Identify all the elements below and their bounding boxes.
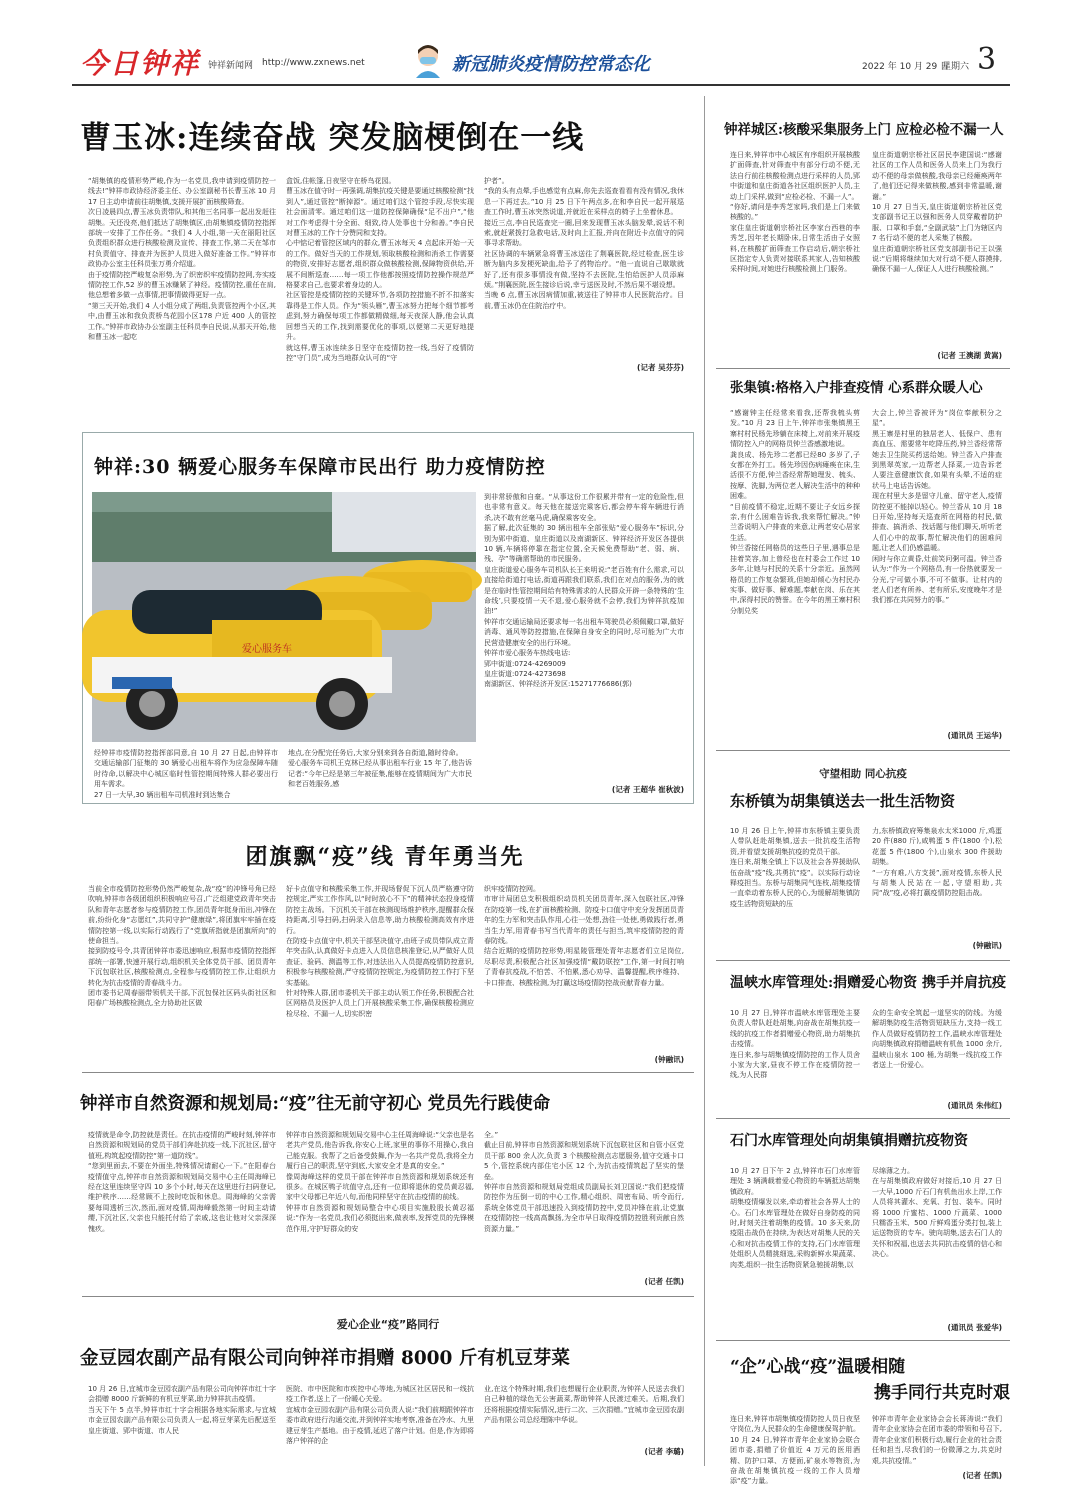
side3-col-1: 10 月 26 日上午,钟祥市东桥镇主要负责人带队赶赴胡集镇,送去一批抗疫生活物资,并看望支援胡集抗疫的党员干部。 连日来,胡集全镇上下以及社会各界援助队伍奋战“疫”线,共勇抗“疫”。以实际行动诠释疫担当。东桥与胡集同气连枝,胡集疫情一直牵动着东桥人民的心,为缓解胡集镇防疫生活物资短缺的压	[730, 827, 860, 908]
side1-headline: 钟祥城区:核酸采集服务上门 应检必检不漏一人	[724, 122, 1004, 138]
jindouyuan-headline: 金豆园农副产品有限公司向钟祥市捐赠 8000 斤有机豆芽菜	[80, 1348, 570, 1369]
side-divider-1	[716, 368, 1010, 369]
side1-col-2: 皇庄街道朝宗桥社区居民李建国说:“感谢社区的工作人员和医务人员来上门为我行动不便的母亲做核酸,我母亲已经瘫痪两年了,他们还记得来做核酸,感到非常温暖,谢谢。” 10 月 27 日当天,皇庄街道朝宗桥社区党支部副书记王以强和医务人员穿戴着防护服、口罩和手套,“全副武装”上门为辖区内 7 名行动不便的老人采集了核酸。 皇庄街道朝宗桥社区党支部副书记王以强说:“后期将继续加大对行动不便人群摸排,确保不漏一人,保证人人进行核酸检测。”	[872, 151, 1002, 274]
lead-col-3: 护者”。 “我的头有点晕,手也感觉有点麻,你先去巡查看看有没有情况,我休息一下再过去。”10 月 25 日下午两点多,在和李自民一起开展巡查工作时,曹玉冰突然说道,并就近在采样点的椅子上坐着休息。 接近三点,李自民巡查完一圈,回来发现曹玉冰头脑发晕,说话不利索,就赶紧拨打急救电话,及时向上汇报,并向在附近卡点值守的同事寻求帮助。 社区协调的车辆紧急将曹玉冰送往了荆襄医院,经过检查,医生诊断为脑内多发梗死缺血,给予了药物治疗。“他一直说自己歇歇就好了,还有很多事情没有做,坚持不去医院,生怕给医护人员添麻烦。”荆襄医院,医生接诊后说,幸亏送医及时,不然后果不堪设想。 当晚 6 点,曹玉冰因病情加重,被送往了钟祥市人民医院治疗。目前,曹玉冰仍在住院治疗中。	[484, 177, 684, 310]
side5-col-2: 尽绵薄之力。 在与胡集镇政府做好对接后,10 月 27 日一大早,1000 斤石门有机鱼出水上岸,工作人员将其灌水、充氧、打包、装车。同时将 1000 斤蜜桔、1000 斤蔬菜、1000 只糯香玉米、500 斤鲜鸡蛋分类打包,装上运送物资的专车。驶向胡集,送去石门人的关怀和祝福,也送去共同抗击疫情的信心和决心。	[872, 1167, 1002, 1259]
header-rule	[72, 84, 1010, 86]
banner-title: 新冠肺炎疫情防控常态化	[452, 54, 650, 75]
side3-kicker: 守望相助 同心抗疫	[819, 768, 907, 780]
issue-date: 2022 年 10 月 29 日	[862, 62, 950, 72]
nature-col-2: 钟祥市自然资源和规划局交易中心主任周海峰说:“父亲也是名老共产党员,他告诉我,你安心上班,家里的事你不用操心,我自己能克服。我帮了之后备受鼓舞,作为一名共产党员,我将全力履行自己的职责,坚守到底,大家安全才是真的安全。” 像周海峰这样的党员干部在钟祥市自然资源和规划系统还有很多。在城区鸭子坑值守点,还有一位即将退休的党员黄忍福,家中父母都已年近八旬,而他同样坚守在抗击疫情的前线。 钟祥市自然资源和规划局整合中心项目实施股股长黄忍福说:“作为一名党员,我们必须挺出来,做表率,发挥党员的先锋模范作用,守护好群众的安	[286, 1131, 474, 1233]
jindouyuan-byline: (记者 李璐)	[644, 1447, 684, 1456]
site-name: 钟祥新闻网	[208, 61, 254, 71]
nature-byline: (记者 任凯)	[644, 1277, 684, 1286]
taxi-caption-col-2: 地点,在分配完任务后,大家分别来到各自街道,随时待命。 爱心服务车司机王克林已经从事出租车行业 15 年了,他告诉记者:“今年已经是第三年被征集,能够在疫情期间为广大市民和老百姓服务,感	[288, 749, 472, 789]
side5-byline: (通讯员 张爱华)	[947, 1323, 1002, 1332]
side4-col-2: 众的生命安全筑起一道坚实的防线。为缓解胡集防疫生活物资短缺压力,支持一线工作人员做好疫情防控工作,温峡水库管理处向胡集镇政府捐赠温峡有机鱼 1000 余斤,温峡山泉水 100 桶,为胡集一线抗疫工作者送上一份爱心。	[872, 1009, 1002, 1070]
nature-headline: 钟祥市自然资源和规划局:“疫”往无前守初心 党员先行践使命	[80, 1094, 551, 1114]
youth-headline: 团旗飘“疫”线 青年勇当先	[245, 844, 525, 870]
taxi-right-col: 到非常骄傲和自豪。“从事这份工作很累并带有一定的危险性,但也非常有意义。每天他在接送完乘客后,都会停车将车辆进行消杀,决不敢有丝毫马虎,确保乘客安全。 据了解,此次征集的 30 辆出租车全部张贴“爱心服务车”标识,分别为郢中街道、皇庄街道以及南湖新区、钟祥经济开发区各提供 10 辆,车辆将停靠在指定位置,全天候免费帮助“老、弱、病、残、孕”等确需帮助的市民服务。 皇庄街道爱心服务车司机队长王来明说:“老百姓有什么需求,可以直接给街道打电话,街道再跟我们联系,我们在对点的服务,为的就是在临时性管控期间给有特殊需求的人民群众开辟一条特殊的‘生命线’,只要疫情一天不退,爱心服务就不会停,我们为钟祥抗疫加油!” 钟祥市交通运输局还要求每一名出租车驾驶员必须佩戴口罩,做好消毒、通风等防控措施,在保障自身安全的同时,尽可能为广大市民营造健康安全的出行环境。 钟祥市爱心服务车热线电话: 郢中街道:0724-4269009 皇庄街道:0724-4273698 南湖新区、钟祥经济开发区:15271776686(郭)	[484, 493, 684, 689]
side2-headline: 张集镇:格格入户排查疫情 心系群众暖人心	[730, 380, 983, 396]
lead-col-2: 盒饭,住帐篷,日夜坚守在桥鸟花园。 曹玉冰在值守时一再强调,胡集抗疫关键是要通过核酸检测“找到人”,通过管控“断掉源”。通过咱们这个管控手段,尽快实现社会面清零。通过咱们这一道防控保障确保“足不出户”,“他对工作考虑得十分全面、细致,待人处事也十分和善。”李自民对曹玉冰的工作十分赞同和支持。 心中惦记着管控区域内的群众,曹玉冰每天 4 点起床开始一天的工作。做好当天的工作规划,领取核酸检测和消杀工作需要的物资,安排好志愿者,组织群众做核酸检测,保障物资供给,开展不间断巡查……每一项工作他都按照疫情防控操作规范严格要求自己,也要求着身边的人。 社区管控是疫情防控的关键环节,各项防控措施不折不扣落实靠得是工作人员。作为“领头雁”,曹玉冰努力把每个细节都考虑到,努力确保每项工作都做精做细,每天夜深人静,他会认真回想当天的工作,找到需要优化的事项,以便第二天更好地提升。 就这样,曹玉冰连续多日坚守在疫情防控一线,当好了疫情防控“守门员”,成为当地群众认可的“守	[286, 177, 474, 362]
youth-byline: (钟融讯)	[654, 1055, 684, 1064]
side5-col-1: 10 月 27 日下午 2 点,钟祥市石门水库管理处 3 辆满载着爱心物资的车辆抵达胡集镇政府。 胡集疫情爆发以来,牵动着社会各界人士的心。石门水库管理处在做好自身防疫的同时,时刻关注着胡集的疫情。10 多天来,防疫阻击战仍在持续,为表达对胡集人民的关心和对抗击疫情工作的支持,石门水库管理处组织人员精挑细选,采购新鲜水果蔬菜、肉类,组织一批生活物资紧急驰援胡集,以	[730, 1167, 860, 1269]
side3-byline: (钟融讯)	[972, 941, 1002, 950]
side-divider-3	[716, 960, 1010, 961]
jindouyuan-col-2: 医院、市中医院和市疾控中心等地,为城区社区居民和一线抗疫工作者,送上了一份暖心关爱。 宜城市金豆园农副产品有限公司负责人说:“我们前期跟钟祥市委市政府进行沟通交流,并到钟祥实地考察,准备在冷水、九里建豆芽生产基地。由于疫情,延迟了落户计划。但是,作为即将落户钟祥的企	[286, 1385, 474, 1446]
mask-mascot-icon	[410, 42, 446, 78]
side-divider-5	[716, 1340, 1010, 1341]
side5-headline: 石门水库管理处向胡集镇捐赠抗疫物资	[730, 1133, 968, 1149]
site-url[interactable]: http://www.zxnews.net	[262, 58, 365, 68]
side6-headline-line-1: “企”心战“疫”温暖相随	[730, 1357, 906, 1377]
youth-col-1: 当前全市疫情防控形势仍然严峻复杂,战“疫”的冲锋号角已经吹响,钟祥市各级团组织积极响应号召,广泛组建党政青年突击队和青年志愿者参与疫情防控工作,团员青年挺身而出,冲锋在前,纷纷化身“志愿红”,共同守护“健康绿”,将团旗牢牢插在疫情防控第一线,以实际行动践行了“党旗所指就是团旗所向”的使命担当。 接到防疫号令,共青团钟祥市委迅速响应,根据市疫情防控指挥部统一部署,快速开展行动,组织机关全体党员干部、团员青年下沉包联社区,核酸检测点,全程参与疫情防控工作,让组织力转化为抗击疫情的青春战斗力。 团市委书记周春丽带领机关干部,下沉包保社区码头街社区和阳春广场核酸检测点,全力协助社区做	[88, 885, 276, 1008]
nature-col-3: 全。” 截止目前,钟祥市自然资源和规划系统下沉包联社区和自管小区党员干部 800 余人次,负责 3 个核酸检测点志愿服务,值守交通卡口 5 个,管控系统内部住宅小区 12 个,为抗击疫情筑起了坚实的堡垒。 钟祥市自然资源和规划局党组成员副局长刘卫国说:“我们把疫情防控作为压倒一切的中心工作,精心组织、周密布局、听令而行,系统全体党员干部迅速投入到疫情防控中,党员冲锋在前,让党旗在疫情防控一线高高飘扬,为全市早日取得疫情防控胜利贡献自然资源力量。”	[484, 1131, 684, 1233]
side-divider-4	[716, 1118, 1010, 1119]
lead-headline: 曹玉冰:连续奋战 突发脑梗倒在一线	[80, 120, 585, 156]
side-divider-2	[716, 750, 1010, 751]
youth-col-3: 织牢疫情防控网。 市审计局团总支积极组织动员机关团员青年,深入包联社区,冲锋在防疫第一线,在扩面核酸检测、防疫卡口值守中充分发挥团员青年的生力军和突击队作用,心往一处想,劲往一处使,勇做践行者,勇当生力军,用青春书写当代青年的责任与担当,筑牢疫情防控的青春防线。 结合近期的疫情防控形势,明星陵管理处青年志愿者们立足岗位,尽职尽责,积极配合社区加强疫情“戴防联控”工作,第一时间打响了青春抗疫战,不怕苦、不怕累,悉心劝导、温馨提醒,秩序维持、卡口排查、核酸检测,为打赢这场疫情防控战贡献青春力量。	[484, 885, 684, 987]
taxi-headline: 钟祥:30 辆爱心服务车保障市民出行 助力疫情防控	[94, 456, 546, 478]
side2-col-1: “感谢钟主任经常来看我,还帮我梳头剪发。”10 月 23 日上午,钟祥市张集镇黑王寨村村民杨先珍躺在床椅上,对前来开展疫情防控入户的网格员钟兰香感激地说。 龚良成、杨先珍二老都已经80 多岁了,子女都在外打工。杨先珍因伤病瘫痪在床,生活很不方便,钟兰香经常帮她理发、梳头、按摩、洗脚,为两位老人解决生活中的种种困难。 “目前疫情不稳定,近期不要让子女远乡探亲,有什么困难告诉我,我来帮忙解决。”钟兰香说明入户排查的来意,让两老安心居家生活。 钟兰香接任网格员的这些日子里,遇事总是挂着笑容,加上曾经也在村委会工作过 10 多年,让她与村民的关系十分亲近。虽然网格员的工作复杂繁琐,但她却倾心为村民办实事、做好事、解难题,奉献在岗、乐在其中,深得村民的赞誉。在今年的黑王寨村积分制兑奖	[730, 409, 860, 615]
side4-col-1: 10 月 27 日,钟祥市温峡水库管理处主要负责人带队赶赴胡集,向奋战在胡集抗疫一线的抗疫工作者捐赠爱心物资,助力胡集抗击疫情。 连日来,参与胡集镇疫情防控的工作人员舍小家为大家,昼夜不停工作在疫情防控一线,为人民群	[730, 1009, 860, 1080]
side6-col-1: 连日来,钟祥市胡集镇疫情防控人员日夜坚守岗位,为人民群众的生命健康保驾护航。10 月 24 日,钟祥市青年企业家协会联合团市委,捐赠了价值近 4 万元的医用酒精、防护口罩、方便面,矿泉水等物资,为奋战在胡集镇抗疫一线的工作人员增添“疫”力量。	[730, 1415, 860, 1486]
side6-byline: (记者 任凯)	[962, 1471, 1002, 1480]
column-divider	[704, 96, 705, 1466]
side6-col-2: 钟祥市青年企业家协会会长蒋涛说:“我们青年企业家协会在团市委的带领和号召下,青年企业家们积极行动,履行企业的社会责任和担当,尽我们的一份微薄之力,共克时艰,共抗疫情。”	[872, 1415, 1002, 1465]
side1-col-1: 连日来,钟祥市中心城区有序组织开展核酸扩面筛查,针对筛查中有部分行动不便,无法自行前往核酸检测点进行采样的人员,郢中街道和皇庄街道各社区组织医护人员,主动上门采样,做到“应检必检、不漏一人”。 “你好,请问是李秀芝家吗,我们是上门来做核酸的。” 家住皇庄街道朝宗桥社区李家台西巷的李秀芝,因年老长期卧床,日常生活由子女照料,在核酸扩面筛查工作启动后,朝宗桥社区指定专人负责对接联系其家人,告知核酸采样时间,对她进行核酸检测上门服务。	[730, 151, 860, 274]
divider-1	[82, 1072, 694, 1073]
side4-byline: (通讯员 朱伟红)	[947, 1101, 1002, 1110]
side4-headline: 温峡水库管理处:捐赠爱心物资 携手并肩抗疫	[730, 975, 1007, 991]
side6-headline-line-2: 携手同行共克时艰	[874, 1383, 1010, 1403]
nature-col-1: 疫情就是命令,防控就是责任。在抗击疫情的严峻时刻,钟祥市自然资源和规划局的党员干部们奔赴抗疫一线,下沉社区,留守值班,构筑起疫情防控“第一道防线”。 “您到里面去,不要在外面坐,特殊情况请耐心一下。”在阳春台疫情值守点,钟祥市自然资源和规划局交易中心主任周海峰已经在这里连续坚守四 10 多个小时,每天在这里进行扫码登记,维护秩序……经常顾不上按时吃饭和休息。周海峰的父亲需要每周透析三次,然而,面对疫情,周海峰毅然第一时间主动请缨,下沉社区,父亲也只能托付给了亲戚,这也让他对父亲深深愧疚。	[88, 1131, 276, 1233]
side2-col-2: 大会上,钟兰香被评为“岗位奉献积分之星”。 黑王寨是村里的独居老人、低保户、患有高血压、需要常年吃降压药,钟兰香经常帮她去卫生院买药送给她。钟兰香入户排查到黑翠英家,一边帮老人择菜,一边告诉老人要注意健康饮食,如果有头晕,不适的症状马上电话告诉她。 现在村里大多是留守儿童、留守老人,疫情防控更不能掉以轻心。钟兰香从 10 月 18 日开始,坚持每天巡查所在网格的村民,做排查、搞消杀、找话题与他们聊天,听听老人们心中的故事,帮忙解决他们的困难问题,让老人们仍感温暖。 闲时与你立黄昏,灶前笑问粥可温。钟兰香认为:“作为一个网格员,有一份热就要发一分光,宁可做小事,不可不做事。让村内的老人们老有所养、老有所乐,安度晚年才是我们都在共同努力的事。”	[872, 409, 1002, 605]
side2-byline: (通讯员 王运华)	[947, 731, 1002, 740]
side3-col-2: 力,东桥镇政府筹集泉水太米1000 斤,鸡蛋 20 件(880 斤),咸鸭蛋 5 件(1800 个),松花蛋 5 件(1800 个),山泉水 300 件援助胡集。 “一方有难,八方支援”,面对疫情,东桥人民与胡集人民站在一起,守望相助,共同“战”疫,必将打赢疫情防控阻击战。	[872, 827, 1002, 898]
lead-col-1: “胡集镇的疫情形势严峻,作为一名党员,我申请到疫情防控一线去!”钟祥市政协经济委主任、办公室副秘书长曹玉冰 10 月 17 日主动申请前往胡集镇,支援开展扩面核酸筛查。 次日凌晨四点,曹玉冰负责带队,和其他三名同事一起出发赶往胡集。天还没亮,他们抵达了胡集镇区,由胡集镇疫情防控指挥部统一安排了工作任务。“我们 4 人小组,第一天在丽阳社区负责组织群众进行核酸检测及宣传、排查工作,第二天在邹市村负责值守、排查并为医护人员进入做好准备工作。”钟祥市政协办公室主任科员张万勇介绍道。 由于疫情防控严峻复杂形势,为了织密织牢疫情防控网,夯实疫情防控工作,52 岁的曹玉冰赚紧了神经。疫情防控,重任在肩,他总想着多做一点事情,把事情做得更好一点。 “第三天开始,我们 4 人小组分成了两组,负责管控两个小区,其中,由曹玉冰和我负责桥鸟花园小区178 户近 400 人的管控工作。”钟祥市政协办公室副主任科员李自民说,从那天开始,他和曹玉冰一起吃	[88, 177, 276, 342]
masthead	[72, 42, 1012, 82]
jindouyuan-kicker: 爱心企业“疫”路同行	[336, 1318, 440, 1331]
paper-logo: 今日钟祥	[80, 47, 201, 80]
youth-col-2: 好卡点值守和核酸采集工作,并现场督促下沉人员严格遵守防控规定,严实工作作风,以“时时放心不下”的精神状态投身疫情防控主战场。下沉机关干部在核测现场维护秩序,提醒群众保持距离,引导扫码,扫码录入信息等,助力核酸检测高效有序进行。 在防疫卡点值守中,机关干部坚决值守,由班子成员带队成立青年突击队,认真做好卡点进入人员信息核准登记,从严做好人员查证、验码、测温等工作,对违法出入人员提高疫情防控意识,积极参与核酸检测,严守疫情防控规定,为疫情防控工作打下坚实基础。 针对特殊人群,团市委机关干部主动认领工作任务,积极配合社区网格员及医护人员上门开展核酸采集工作,确保核酸检测应检尽检、不漏一人,切实织密	[286, 885, 474, 1018]
taxi-photo	[92, 492, 476, 742]
jindouyuan-col-1: 10 月 26 日,宜城市金豆园农副产品有限公司向钟祥市红十字会捐赠 8000 斤新鲜的有机豆芽菜,助力钟祥抗击疫情。 当天下午 5 点半,钟祥市红十字会根据各地实际需求,与宜城市金豆园农副产品有限公司负责人一起,将豆芽菜先后配送至皇庄街道、郢中街道、市人民	[88, 1385, 276, 1435]
side1-byline: (记者 王澳湖 黄嵩)	[937, 351, 1002, 360]
divider-2	[82, 1296, 694, 1297]
taxi-caption-col-1: 经钟祥市疫情防控指挥部同意,自 10 月 27 日起,由钟祥市交通运输部门征集的 30 辆爱心出租车将作为应急保障车随时待命,以解决中心城区临时性管控期间特殊人群必要出行用车需求。 27 日一大早,30 辆出租车司机准时到达集合	[94, 749, 278, 799]
taxi-byline: (记者 王超华 崔秋波)	[611, 785, 684, 794]
page-number: 3	[977, 42, 997, 77]
lead-byline: (记者 吴芬芬)	[637, 363, 684, 372]
side3-headline: 东桥镇为胡集镇送去一批生活物资	[730, 792, 956, 810]
issue-weekday: 星期六	[942, 62, 970, 72]
svg-text:爱心服务车: 爱心服务车	[242, 644, 292, 655]
jindouyuan-col-3: 业,在这个特殊时期,我们也想履行企业职责,为钟祥人民送去我们自己种植的绿色无公害蔬菜,帮助钟祥人民渡过难关。后期,我们还将根据疫情实际情况,进行二次、三次捐赠。”宜城市金豆园农副产品有限公司总经理陈中华说。	[484, 1385, 684, 1425]
